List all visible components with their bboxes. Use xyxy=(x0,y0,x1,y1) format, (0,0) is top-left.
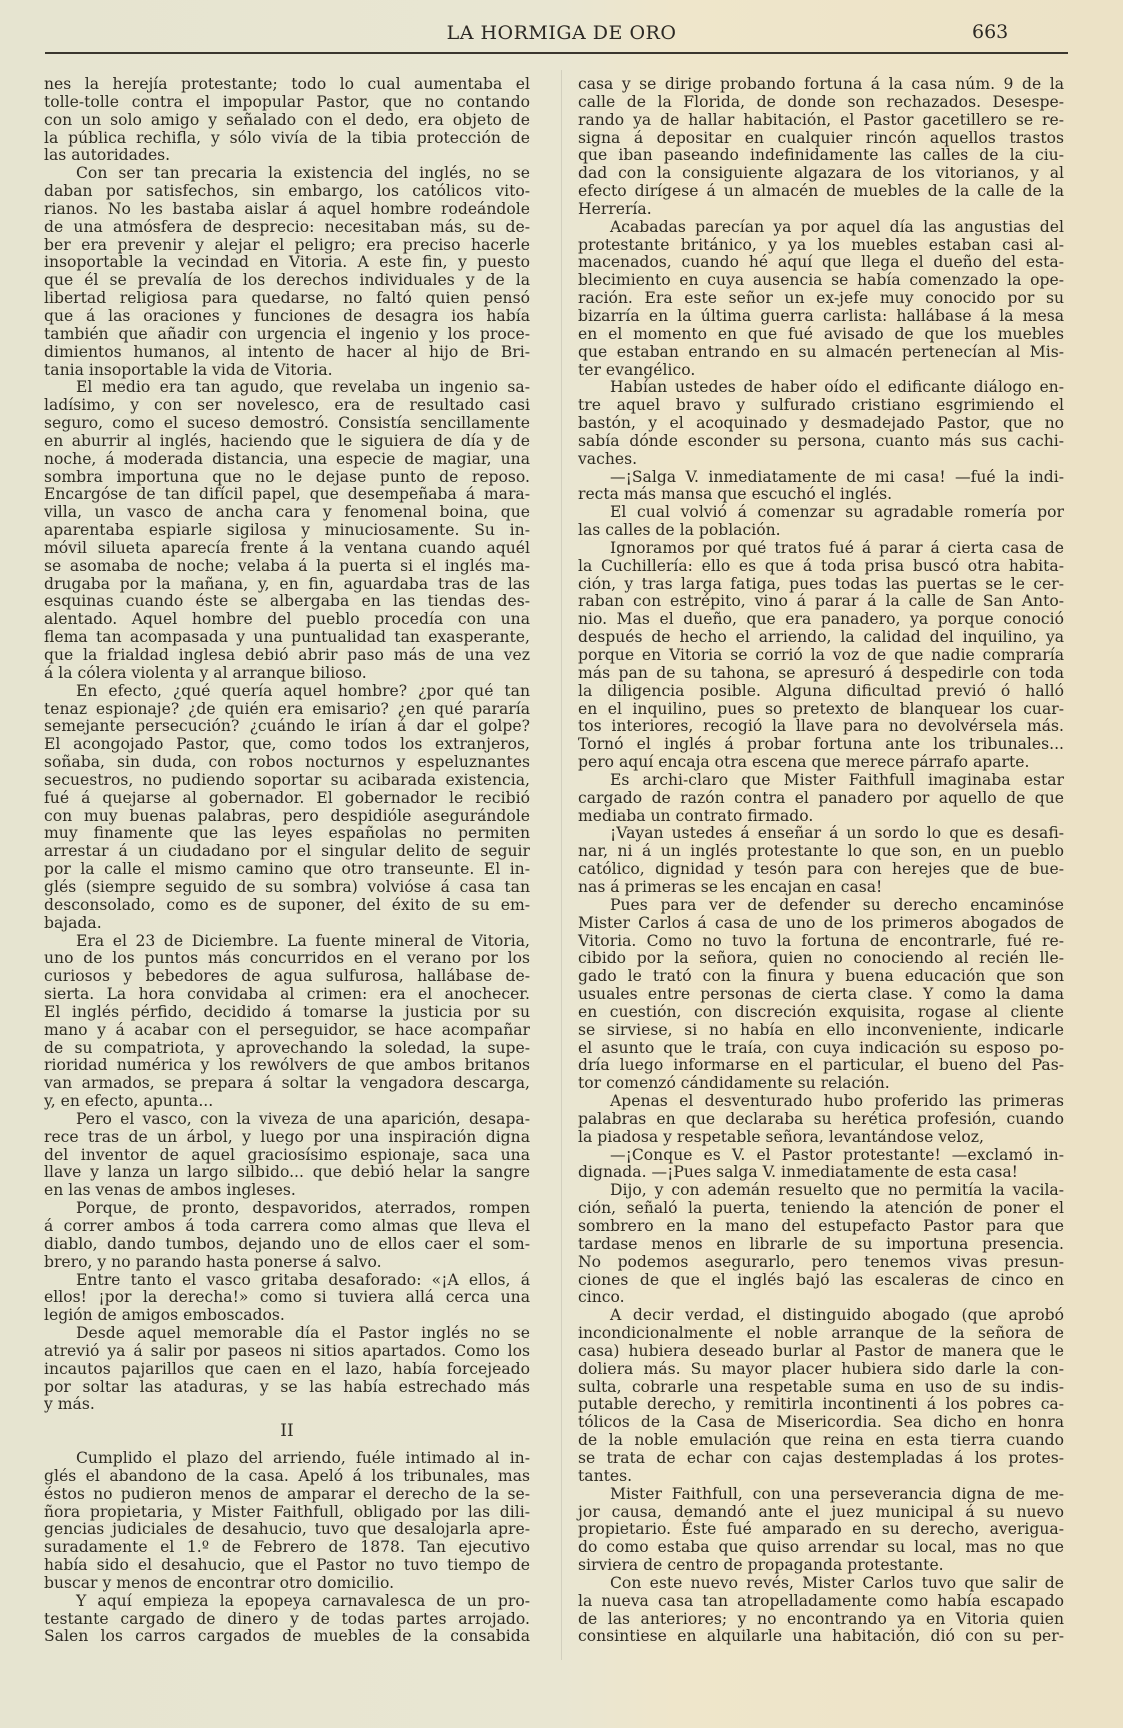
text-line: sombrero en la mano del estupefacto Pastor para que xyxy=(578,1217,1064,1235)
text-line: bizarría en la última guerra carlista: hallábase á la mesa xyxy=(578,306,1064,325)
text-line: buscar y menos de encontrar otro domicilio. xyxy=(44,1573,395,1592)
paragraph xyxy=(44,1325,530,1414)
text-line: tre aquel bravo y sulfurado cristiano esgrimiendo el xyxy=(578,396,1064,415)
text-line: rece tras de un árbol, y luego por una inspiración digna xyxy=(44,1127,530,1146)
text-line: diablo, dando tumbos, dejando uno de ellos caer el som- xyxy=(44,1234,530,1253)
text-line: semejante persecución? ¿cuándo le irían á dar el golpe? xyxy=(44,717,530,736)
text-line: sierta. La hora convidaba al crimen: era el anochecer. xyxy=(44,985,530,1004)
text-line: tor comenzó cándidamente su relación. xyxy=(578,1074,890,1093)
text-line: que á las oraciones y funciones de desagra ios había xyxy=(44,306,530,325)
text-line: ción, y tras larga fatiga, pues todas las puertas se le cer- xyxy=(578,574,1064,593)
text-line: en el inquilino, pues so pretexto de blanquear los cuar- xyxy=(578,699,1064,718)
text-line: efecto dirígese á un almacén de muebles de la calle de la xyxy=(578,182,1064,201)
text-line: seguro, como el suceso demostró. Consistía sencillamente xyxy=(44,414,530,433)
text-line: —¡Conque es V. el Pastor protestante! —exclamó in- xyxy=(610,1145,1064,1164)
text-line: tenaz espionaje? ¿de quién era emisario? ¿en qué pararía xyxy=(44,699,530,718)
text-line: palabras en que declaraba su herética profesión, cuando xyxy=(578,1109,1064,1128)
text-line: Con ser tan precaria la existencia del inglés, no se xyxy=(76,164,530,183)
text-line: Ignoramos por qué tratos fué á parar á cierta casa de xyxy=(610,538,1064,557)
text-line: desconsolado, como es de suponer, del éxito de su em- xyxy=(44,895,530,914)
text-line: se trata de echar con cajas destempladas á los protes- xyxy=(578,1448,1064,1467)
text-line: curiosos y bebedores de agua sulfurosa, hallábase de- xyxy=(44,967,530,986)
paragraph xyxy=(578,540,1064,772)
text-line: daban por satisfechos, sin embargo, los católicos vito- xyxy=(44,182,530,201)
text-line: con muy buenas palabras, pero despidióle asegurándole xyxy=(44,806,530,825)
text-line: había sido el desahucio, que el Pastor no tuvo tiempo de xyxy=(44,1556,530,1575)
text-line: cinco. xyxy=(578,1288,625,1307)
paragraph xyxy=(578,219,1064,380)
text-line: suradamente el 1.º de Febrero de 1878. Tan ejecutivo xyxy=(44,1538,530,1557)
text-line: recta más mansa que escuchó el inglés. xyxy=(578,485,893,504)
text-line: atrevió ya á salir por paseos ni sitios apartados. Como los xyxy=(44,1341,530,1360)
text-line: calle de la Florida, de donde son rechazados. Desespe- xyxy=(578,92,1064,111)
text-line: Era el 23 de Diciembre. La fuente mineral de Vitoria, xyxy=(76,931,530,950)
paragraph xyxy=(578,504,1064,540)
text-line: El medio era tan agudo, que revelaba un ingenio sa- xyxy=(76,378,530,397)
text-line: propietario. Éste fué amparado en su derecho, averigua- xyxy=(578,1520,1064,1539)
text-line: Es archi-claro que Mister Faithfull imaginaba estar xyxy=(610,770,1064,789)
text-line: de las anteriores; y no encontrando ya en Vitoria quien xyxy=(578,1609,1064,1628)
text-line: en el momento en que fué avisado de que los muebles xyxy=(578,324,1064,343)
text-line: dimientos humanos, al intento de hacer al hijo de Bri- xyxy=(44,342,530,361)
text-line: flema tan acompasada y una puntualidad tan exasperante, xyxy=(44,628,530,647)
text-line: ladísimo, y con ser novelesco, era de resultado casi xyxy=(44,396,530,415)
text-line: la nueva casa tan atropelladamente como había escapado xyxy=(578,1591,1064,1610)
text-line: macenados, cuando hé aquí que llega el dueño del esta- xyxy=(578,253,1064,272)
text-line: Pues para ver de defender su derecho encaminóse xyxy=(610,895,1064,914)
text-line: Pero el vasco, con la viveza de una aparición, desapa- xyxy=(76,1109,530,1128)
running-title: LA HORMIGA DE ORO xyxy=(446,22,677,44)
text-line: Cumplido el plazo del arriendo, fuéle intimado al in- xyxy=(76,1448,530,1467)
text-line: con un solo amigo y señalado con el dedo, era objeto de xyxy=(44,110,530,129)
text-line: gencias judiciales de desahucio, tuvo que desalojarla apre- xyxy=(44,1520,530,1539)
text-line: el asunto que le traía, con cuya indicación su esposo po- xyxy=(578,1038,1064,1057)
text-line: jor causa, demandó ante el juez municipal á su nuevo xyxy=(578,1502,1064,1521)
text-line: blecimiento en cuya ausencia se había comenzado la ope- xyxy=(578,271,1064,290)
text-line: Porque, de pronto, despavoridos, aterrados, rompen xyxy=(76,1199,530,1218)
text-line: ¡Vayan ustedes á enseñar á un sordo lo que es desafi- xyxy=(610,824,1064,843)
text-line: aparentaba espiarle sigilosa y minuciosamente. Su in- xyxy=(44,521,530,540)
text-line: que él se prevalía de los derechos individuales y de la xyxy=(44,271,530,290)
paragraph xyxy=(578,1575,1064,1646)
text-line: consintiese en alquilarle una habitación, dió con su per- xyxy=(578,1627,1064,1646)
text-line: secuestros, no pudiendo soportar su acibarada existencia, xyxy=(44,770,530,789)
text-line: bastón, y el acoquinado y desmadejado Pastor, que no xyxy=(578,414,1064,433)
text-line: nar, ni á un inglés protestante lo que son, en un pueblo xyxy=(578,842,1064,861)
text-line: dría luego informarse en el particular, el bueno del Pas- xyxy=(578,1056,1064,1075)
text-line: á la cólera violenta y al arranque bilioso. xyxy=(44,663,367,682)
text-line: Herrería. xyxy=(578,199,652,218)
text-line: esquinas cuando éste se albergaba en las tiendas des- xyxy=(44,592,530,611)
text-line: rioridad numérica y los rewólvers de que ambos britanos xyxy=(44,1056,530,1075)
text-line: la pública rechifla, y sólo vivía de la tibia protección de xyxy=(44,128,530,147)
text-line: rianos. No les bastaba aislar á aquel hombre rodeándole xyxy=(44,199,530,218)
paragraph xyxy=(578,379,1064,468)
text-line: drugaba por la mañana, y, en fin, aguardaba tras de las xyxy=(44,574,530,593)
text-line: se sirviese, si no había en ello inconveniente, indicarle xyxy=(578,1020,1064,1039)
text-line: éstos no pudieron menos de amparar el derecho de la se- xyxy=(44,1484,530,1503)
text-line: El inglés pérfido, decidido á tomarse la justicia por su xyxy=(44,1002,530,1021)
paragraph xyxy=(578,1147,1064,1183)
text-line: que estaban entrando en su almacén pertenecían al Mis- xyxy=(578,342,1064,361)
text-line: Acabadas parecían ya por aquel día las angustias del xyxy=(610,217,1064,236)
paragraph xyxy=(44,1593,530,1647)
text-line: la piadosa y respetable señora, levantándose veloz, xyxy=(578,1127,984,1146)
text-line: del inventor de aquel graciosísimo espionaje, saca una xyxy=(44,1145,530,1164)
text-line: Salen los carros cargados de muebles de la consabida xyxy=(44,1627,530,1646)
text-line: Encargóse de tan difícil papel, que desempeñaba á mara- xyxy=(44,485,530,504)
text-line: nes la herejía protestante; todo lo cual aumentaba el xyxy=(44,75,530,93)
text-line: en aburrir al inglés, haciendo que le siguiera de día y de xyxy=(44,431,530,450)
text-line: A decir verdad, el distinguido abogado (que aprobó xyxy=(610,1306,1064,1325)
section-heading: II xyxy=(280,1421,294,1442)
paragraph xyxy=(578,897,1064,1093)
text-line: casa y se dirige probando fortuna á la casa núm. 9 de la xyxy=(578,75,1064,93)
text-line: ñora propietaria, y Mister Faithfull, obligado por las dili- xyxy=(44,1502,530,1521)
text-line: las calles de la población. xyxy=(578,521,781,540)
text-line: van armados, se prepara á soltar la vengadora descarga, xyxy=(44,1074,530,1093)
text-line: mediaba un contrato firmado. xyxy=(578,806,814,825)
paragraph xyxy=(578,772,1064,826)
text-line: testante cargado de dinero y de todas partes arrojado. xyxy=(44,1609,530,1628)
text-line: porque en Vitoria se corrió la voz de que nadie compraría xyxy=(578,646,1064,664)
text-line: y más. xyxy=(44,1395,95,1414)
text-line: Mister Faithfull, con una perseverancia digna de me- xyxy=(610,1484,1064,1503)
text-line: y, en efecto, apunta... xyxy=(44,1092,214,1111)
text-line: tos interiores, recogió la llave para no devolvérsela más. xyxy=(578,717,1064,736)
header-rule xyxy=(45,52,1068,54)
text-line: glés el abandono de la casa. Apeló á los tribunales, mas xyxy=(44,1466,530,1485)
text-line: nio. Mas el dueño, que era panadero, ya porque conoció xyxy=(578,610,1064,629)
text-line: tania insoportable la vida de Vitoria. xyxy=(44,360,333,379)
text-line: pero aquí encaja otra escena que merece párrafo aparte. xyxy=(578,753,1030,772)
text-line: Con este nuevo revés, Mister Carlos tuvo que salir de xyxy=(610,1573,1064,1592)
paragraph xyxy=(578,825,1064,896)
text-line: después de hecho el arriendo, la calidad del inquilino, ya xyxy=(578,628,1064,647)
paragraph xyxy=(578,76,1064,219)
text-line: cargado de razón contra el panadero por aquello de que xyxy=(578,788,1064,807)
text-line: de su compatriota, y aprovechando la soledad, la supe- xyxy=(44,1038,530,1057)
text-line: dad con la consiguiente algazara de los vitorianos, y al xyxy=(578,164,1064,183)
text-line: Vitoria. Como no tuvo la fortuna de encontrarle, fué re- xyxy=(578,931,1064,950)
paragraph xyxy=(44,933,530,1111)
text-line: nas á primeras se les encajan en casa! xyxy=(578,877,883,896)
text-line: ción, señaló la puerta, teniendo la atención de poner el xyxy=(578,1199,1064,1218)
left-column xyxy=(44,76,530,1646)
text-line: por soltar las ataduras, y se las había estrechado más xyxy=(44,1377,530,1396)
text-line: muy finamente que las leyes españolas no permiten xyxy=(44,824,530,843)
paragraph xyxy=(44,1200,530,1271)
text-line: arrestar á un ciudadano por el singular delito de seguir xyxy=(44,842,530,861)
column-divider xyxy=(561,70,562,1660)
paragraph xyxy=(44,1272,530,1326)
text-line: No podemos asegurarlo, pero tenemos vivas presun- xyxy=(578,1252,1064,1271)
paragraph xyxy=(44,1111,530,1200)
text-line: casa) hubiera deseado burlar al Pastor de manera que le xyxy=(578,1341,1064,1360)
text-line: sirviera de centro de propaganda protestante. xyxy=(578,1556,944,1575)
text-line: fué á quejarse al gobernador. El gobernador le recibió xyxy=(44,788,530,807)
text-line: En efecto, ¿qué quería aquel hombre? ¿por qué tan xyxy=(76,681,530,700)
text-line: sombra importuna que no le dejase punto de reposo. xyxy=(44,467,530,486)
text-line: doliera más. Su mayor placer hubiera sido darle la con- xyxy=(578,1359,1064,1378)
page-header xyxy=(0,18,1123,48)
text-line: de una atmósfera de desprecio: necesitaban más, su de- xyxy=(44,217,530,236)
text-line: las autoridades. xyxy=(44,146,171,165)
text-line: vaches. xyxy=(578,449,638,468)
text-line: tardase menos en librarle de su importuna presencia. xyxy=(578,1234,1064,1253)
text-line: do como estaba que quiso arrendar su local, mas no que xyxy=(578,1538,1064,1557)
text-line: ración. Era este señor un ex-jefe muy conocido por su xyxy=(578,289,1064,308)
text-line: usuales entre personas de cierta clase. Y como la dama xyxy=(578,985,1064,1004)
text-line: que iban paseando indefinidamente las calles de la ciu- xyxy=(578,146,1064,165)
text-line: que la frialdad inglesa debió abrir paso más de una vez xyxy=(44,646,530,664)
text-line: de la noble emulación que reina en esta tierra cuando xyxy=(578,1431,1064,1450)
text-line: uno de los puntos más concurridos en el verano por los xyxy=(44,949,530,968)
text-line: soñaba, sin duda, con robos nocturnos y espeluznantes xyxy=(44,753,530,772)
text-line: Entre tanto el vasco gritaba desaforado: «¡A ellos, á xyxy=(76,1270,530,1289)
text-line: legión de amigos emboscados. xyxy=(44,1306,285,1325)
text-line: llave y lanza un largo silbido... que debió helar la sangre xyxy=(44,1163,530,1182)
text-line: dignada. —¡Pues salga V. inmediatamente de esta casa! xyxy=(578,1163,1018,1182)
text-line: alentado. Aquel hombre del pueblo procedía con una xyxy=(44,610,530,629)
text-line: villa, un vasco de ancha cara y fenomenal boina, que xyxy=(44,503,530,522)
text-line: á correr ambos á toda carrera como almas que lleva el xyxy=(44,1217,530,1235)
text-line: tantes. xyxy=(578,1466,633,1485)
text-line: la Cuchillería: ello es que á toda prisa buscó otra habita- xyxy=(578,556,1064,575)
text-line: gado le trató con la finura y buena educación que son xyxy=(578,967,1064,986)
text-line: insoportable la vecindad en Vitoria. A este fin, y puesto xyxy=(44,253,530,272)
text-line: Apenas el desventurado hubo proferido las primeras xyxy=(610,1092,1064,1111)
text-line: raban con estrépito, vino á parar á la calle de San Anto- xyxy=(578,592,1064,611)
text-line: incondicionalmente el noble arranque de la señora de xyxy=(578,1324,1064,1343)
text-line: más pan de su tahona, se apresuró á despedirle con toda xyxy=(578,663,1064,682)
text-line: Desde aquel memorable día el Pastor inglés no se xyxy=(76,1324,530,1343)
text-line: tolle-tolle contra el impopular Pastor, que no contando xyxy=(44,92,530,111)
paragraph xyxy=(44,683,530,933)
paragraph xyxy=(578,469,1064,505)
text-line: tólicos de la Casa de Misericordia. Sea dicho en honra xyxy=(578,1413,1064,1432)
text-line: mano y á acabar con el perseguidor, se hace acompañar xyxy=(44,1020,530,1039)
text-line: ber era prevenir y alejar el peligro; era preciso hacerle xyxy=(44,235,530,254)
text-line: Habían ustedes de haber oído el edificante diálogo en- xyxy=(610,378,1064,397)
text-line: incautos pajarillos que caen en el lazo, había forcejeado xyxy=(44,1359,530,1378)
text-line: El acongojado Pastor, que, como todos los extranjeros, xyxy=(44,735,530,754)
text-line: libertad religiosa para quedarse, no faltó quien pensó xyxy=(44,289,530,308)
text-line: también que añadir con urgencia el ingenio y los proce- xyxy=(44,324,530,343)
text-line: rando ya de hallar habitación, el Pastor gacetillero se re- xyxy=(578,110,1064,129)
text-line: la diligencia posible. Alguna dificultad previó ó halló xyxy=(578,681,1064,700)
text-line: en las venas de ambos ingleses. xyxy=(44,1181,296,1200)
text-line: glés (siempre seguido de su sombra) volvióse á casa tan xyxy=(44,877,530,896)
text-line: bajada. xyxy=(44,913,102,932)
text-line: signa á depositar en cualquier rincón aquellos trastos xyxy=(578,128,1064,147)
text-line: Tornó el inglés á probar fortuna ante los tribunales... xyxy=(578,735,1064,754)
text-line: católico, dignidad y tesón para con herejes que de bue- xyxy=(578,860,1064,879)
text-line: Mister Carlos á casa de uno de los primeros abogados de xyxy=(578,913,1064,932)
text-line: —¡Salga V. inmediatamente de mi casa! —fué la indi- xyxy=(610,467,1064,486)
page-number: 663 xyxy=(972,21,1009,43)
paragraph xyxy=(578,1307,1064,1485)
paragraph xyxy=(578,1182,1064,1307)
paragraph xyxy=(578,1486,1064,1575)
paragraph xyxy=(44,1450,530,1593)
paragraph xyxy=(44,379,530,682)
paragraph xyxy=(44,165,530,379)
text-line: en cuestión, con discreción exquisita, rogase al cliente xyxy=(578,1002,1064,1021)
text-line: móvil silueta aparecía frente á la ventana cuando aquél xyxy=(44,538,530,557)
text-line: El cual volvió á comenzar su agradable romería por xyxy=(610,503,1064,522)
text-line: Y aquí empieza la epopeya carnavalesca de un pro- xyxy=(76,1591,530,1610)
text-line: sabía dónde esconder su persona, cuanto más sus cachi- xyxy=(578,431,1064,450)
text-line: ter evangélico. xyxy=(578,360,696,379)
text-line: ellos! ¡por la derecha!» como si tuviera allá cerca una xyxy=(44,1288,530,1307)
text-line: cibido por la señora, quien no conociendo al recién lle- xyxy=(578,949,1064,968)
text-line: Dijo, y con ademán resuelto que no permitía la vacila- xyxy=(610,1181,1064,1200)
text-line: sulta, cobrarle una respetable suma en uso de su indis- xyxy=(578,1377,1064,1396)
right-column xyxy=(578,76,1064,1646)
text-line: ciones de que el inglés bajó las escaleras de cinco en xyxy=(578,1270,1064,1289)
text-line: se asomaba de noche; velaba á la puerta si el inglés ma- xyxy=(44,556,530,575)
paragraph xyxy=(44,76,530,165)
paragraph xyxy=(578,1093,1064,1147)
text-line: protestante británico, y ya los muebles estaban casi al- xyxy=(578,235,1064,254)
text-line: brero, y no parando hasta ponerse á salvo. xyxy=(44,1252,382,1271)
text-line: por la calle el mismo camino que otro transeunte. El in- xyxy=(44,860,530,879)
text-line: putable derecho, y remitirla incontinenti á los pobres ca- xyxy=(578,1395,1064,1414)
text-line: noche, á moderada distancia, una especie de magiar, una xyxy=(44,449,530,468)
